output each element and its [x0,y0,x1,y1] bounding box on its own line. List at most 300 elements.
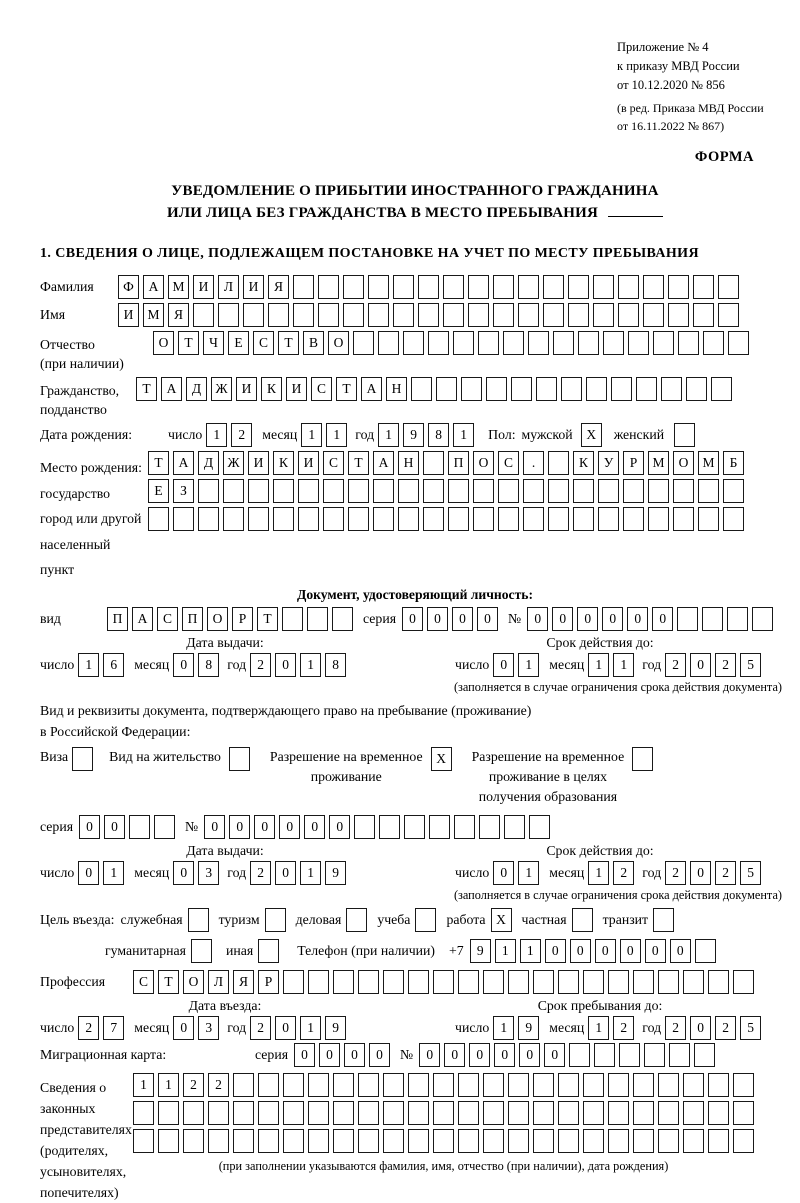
char-cell[interactable] [718,303,739,327]
char-cell[interactable] [503,331,524,355]
char-cell[interactable] [478,331,499,355]
char-cell[interactable]: 0 [279,815,300,839]
char-cell[interactable]: Я [233,970,254,994]
char-cell[interactable] [129,815,150,839]
char-cell[interactable] [461,377,482,401]
char-cell[interactable]: 0 [79,815,100,839]
char-cell[interactable]: А [373,451,394,475]
char-cell[interactable]: Т [348,451,369,475]
char-cell[interactable] [133,1101,154,1125]
char-cell[interactable]: 5 [740,653,761,677]
char-cell[interactable] [633,1129,654,1153]
char-cell[interactable] [408,970,429,994]
char-cell[interactable]: 1 [300,653,321,677]
char-cell[interactable]: 0 [427,607,448,631]
char-cell[interactable]: Я [268,275,289,299]
char-cell[interactable] [383,1073,404,1097]
char-cell[interactable]: Е [148,479,169,503]
char-cell[interactable] [708,1101,729,1125]
char-cell[interactable] [233,1073,254,1097]
char-cell[interactable]: 1 [588,1016,609,1040]
char-cell[interactable]: 1 [378,423,399,447]
char-cell[interactable]: 9 [325,861,346,885]
char-cell[interactable] [333,1073,354,1097]
char-cell[interactable] [348,507,369,531]
char-cell[interactable] [193,303,214,327]
char-cell[interactable]: 0 [545,939,566,963]
char-cell[interactable] [208,1101,229,1125]
char-cell[interactable]: 2 [183,1073,204,1097]
char-cell[interactable]: 1 [326,423,347,447]
char-cell[interactable] [619,1043,640,1067]
char-cell[interactable]: 2 [715,861,736,885]
char-cell[interactable] [233,1101,254,1125]
char-cell[interactable] [283,1073,304,1097]
char-cell[interactable] [458,1101,479,1125]
char-cell[interactable]: 0 [78,861,99,885]
char-cell[interactable] [404,815,425,839]
char-cell[interactable]: П [107,607,128,631]
char-cell[interactable]: 0 [254,815,275,839]
char-cell[interactable]: 1 [158,1073,179,1097]
char-cell[interactable] [233,1129,254,1153]
char-cell[interactable]: 0 [527,607,548,631]
char-cell[interactable] [561,377,582,401]
char-cell[interactable] [418,303,439,327]
char-cell[interactable] [458,970,479,994]
char-cell[interactable] [636,377,657,401]
char-cell[interactable]: М [168,275,189,299]
char-cell[interactable] [578,331,599,355]
char-cell[interactable] [708,1073,729,1097]
char-cell[interactable]: 0 [329,815,350,839]
char-cell[interactable]: С [157,607,178,631]
char-cell[interactable]: . [523,451,544,475]
char-cell[interactable] [353,331,374,355]
char-cell[interactable] [708,970,729,994]
char-cell[interactable] [282,607,303,631]
char-cell[interactable]: Е [228,331,249,355]
char-cell[interactable] [273,479,294,503]
char-cell[interactable]: 1 [493,1016,514,1040]
char-cell[interactable]: 0 [173,653,194,677]
char-cell[interactable]: 0 [577,607,598,631]
char-cell[interactable] [683,1101,704,1125]
char-cell[interactable] [686,377,707,401]
char-cell[interactable] [548,507,569,531]
char-cell[interactable] [423,479,444,503]
char-cell[interactable]: 1 [518,861,539,885]
char-cell[interactable] [483,1129,504,1153]
char-cell[interactable] [543,303,564,327]
char-cell[interactable] [473,507,494,531]
char-cell[interactable] [183,1129,204,1153]
char-cell[interactable]: 1 [520,939,541,963]
char-cell[interactable]: 0 [620,939,641,963]
char-cell[interactable]: М [698,451,719,475]
char-cell[interactable] [448,507,469,531]
char-cell[interactable] [511,377,532,401]
char-cell[interactable] [223,507,244,531]
char-cell[interactable]: 0 [595,939,616,963]
char-cell[interactable]: К [273,451,294,475]
char-cell[interactable] [508,1101,529,1125]
char-cell[interactable] [586,377,607,401]
char-cell[interactable] [648,479,669,503]
char-cell[interactable]: 2 [715,1016,736,1040]
char-cell[interactable] [411,377,432,401]
char-cell[interactable]: 0 [275,653,296,677]
char-cell[interactable] [308,1101,329,1125]
char-cell[interactable] [403,331,424,355]
char-cell[interactable] [633,1073,654,1097]
char-cell[interactable]: 2 [665,861,686,885]
char-cell[interactable] [273,507,294,531]
char-cell[interactable]: 8 [198,653,219,677]
char-cell[interactable]: Ф [118,275,139,299]
char-cell[interactable]: 0 [369,1043,390,1067]
char-cell[interactable] [558,1101,579,1125]
char-cell[interactable] [702,607,723,631]
char-cell[interactable] [379,815,400,839]
char-cell[interactable] [623,479,644,503]
char-cell[interactable]: 1 [613,653,634,677]
char-cell[interactable] [668,303,689,327]
char-cell[interactable] [733,1101,754,1125]
char-cell[interactable] [393,275,414,299]
char-cell[interactable]: Т [178,331,199,355]
char-cell[interactable]: 0 [670,939,691,963]
char-cell[interactable] [483,1101,504,1125]
char-cell[interactable]: К [261,377,282,401]
char-cell[interactable] [173,507,194,531]
char-cell[interactable] [423,451,444,475]
char-cell[interactable]: А [173,451,194,475]
char-cell[interactable]: И [298,451,319,475]
char-cell[interactable] [354,815,375,839]
char-cell[interactable]: 0 [444,1043,465,1067]
char-cell[interactable] [436,377,457,401]
char-cell[interactable] [498,507,519,531]
char-cell[interactable] [258,1129,279,1153]
char-cell[interactable] [658,970,679,994]
char-cell[interactable]: 1 [453,423,474,447]
char-cell[interactable] [483,1073,504,1097]
char-cell[interactable] [643,275,664,299]
char-cell[interactable] [569,1043,590,1067]
char-cell[interactable] [343,275,364,299]
char-cell[interactable] [533,970,554,994]
char-cell[interactable]: 5 [740,861,761,885]
char-cell[interactable]: 2 [231,423,252,447]
char-cell[interactable] [518,275,539,299]
char-cell[interactable] [493,275,514,299]
char-cell[interactable]: А [143,275,164,299]
char-cell[interactable]: 2 [665,1016,686,1040]
char-cell[interactable] [373,507,394,531]
char-cell[interactable]: 0 [645,939,666,963]
char-cell[interactable]: И [248,451,269,475]
char-cell[interactable] [243,303,264,327]
char-cell[interactable]: 0 [690,653,711,677]
char-cell[interactable]: 2 [78,1016,99,1040]
char-cell[interactable] [486,377,507,401]
char-cell[interactable]: Д [198,451,219,475]
char-cell[interactable]: 0 [275,1016,296,1040]
char-cell[interactable] [723,479,744,503]
purpose-transit-checkbox[interactable] [653,908,674,932]
char-cell[interactable] [468,275,489,299]
char-cell[interactable] [683,1129,704,1153]
char-cell[interactable] [683,1073,704,1097]
char-cell[interactable] [558,1073,579,1097]
char-cell[interactable]: Р [258,970,279,994]
char-cell[interactable] [218,303,239,327]
char-cell[interactable] [683,970,704,994]
char-cell[interactable] [368,303,389,327]
char-cell[interactable] [694,1043,715,1067]
char-cell[interactable] [293,303,314,327]
char-cell[interactable]: М [648,451,669,475]
char-cell[interactable]: 5 [740,1016,761,1040]
char-cell[interactable]: 0 [419,1043,440,1067]
char-cell[interactable] [418,275,439,299]
char-cell[interactable]: 0 [402,607,423,631]
char-cell[interactable] [433,1101,454,1125]
char-cell[interactable] [333,1129,354,1153]
char-cell[interactable] [644,1043,665,1067]
char-cell[interactable] [283,1129,304,1153]
char-cell[interactable]: С [311,377,332,401]
char-cell[interactable]: 1 [78,653,99,677]
char-cell[interactable]: 2 [613,1016,634,1040]
char-cell[interactable]: О [473,451,494,475]
char-cell[interactable]: 2 [208,1073,229,1097]
purpose-tourism-checkbox[interactable] [265,908,286,932]
char-cell[interactable] [752,607,773,631]
char-cell[interactable]: 0 [173,1016,194,1040]
char-cell[interactable]: Ч [203,331,224,355]
char-cell[interactable]: С [323,451,344,475]
char-cell[interactable]: О [673,451,694,475]
char-cell[interactable] [733,1129,754,1153]
char-cell[interactable] [628,331,649,355]
char-cell[interactable] [523,507,544,531]
char-cell[interactable]: 1 [588,653,609,677]
char-cell[interactable] [318,275,339,299]
char-cell[interactable] [433,1073,454,1097]
char-cell[interactable] [148,507,169,531]
char-cell[interactable]: О [328,331,349,355]
char-cell[interactable] [283,970,304,994]
char-cell[interactable]: Т [148,451,169,475]
char-cell[interactable] [348,479,369,503]
char-cell[interactable] [318,303,339,327]
char-cell[interactable] [661,377,682,401]
char-cell[interactable] [558,1129,579,1153]
char-cell[interactable]: 0 [690,1016,711,1040]
char-cell[interactable] [608,970,629,994]
char-cell[interactable] [733,1073,754,1097]
char-cell[interactable]: И [236,377,257,401]
char-cell[interactable]: 0 [469,1043,490,1067]
char-cell[interactable] [727,607,748,631]
char-cell[interactable]: 1 [133,1073,154,1097]
char-cell[interactable]: Л [208,970,229,994]
char-cell[interactable] [443,275,464,299]
char-cell[interactable] [453,331,474,355]
char-cell[interactable]: Т [336,377,357,401]
char-cell[interactable] [633,1101,654,1125]
char-cell[interactable]: 1 [588,861,609,885]
char-cell[interactable] [677,607,698,631]
char-cell[interactable]: 0 [173,861,194,885]
char-cell[interactable]: С [498,451,519,475]
char-cell[interactable] [583,1129,604,1153]
char-cell[interactable] [673,479,694,503]
char-cell[interactable] [533,1129,554,1153]
char-cell[interactable] [533,1073,554,1097]
char-cell[interactable] [323,479,344,503]
char-cell[interactable] [543,275,564,299]
char-cell[interactable] [658,1129,679,1153]
char-cell[interactable]: 3 [198,1016,219,1040]
char-cell[interactable] [548,451,569,475]
purpose-work-checkbox[interactable]: X [491,908,512,932]
char-cell[interactable]: 7 [103,1016,124,1040]
char-cell[interactable] [308,1129,329,1153]
char-cell[interactable]: И [286,377,307,401]
char-cell[interactable] [333,1101,354,1125]
char-cell[interactable] [473,479,494,503]
char-cell[interactable]: 6 [103,653,124,677]
char-cell[interactable]: 2 [715,653,736,677]
char-cell[interactable] [603,331,624,355]
char-cell[interactable]: 1 [103,861,124,885]
char-cell[interactable] [383,1101,404,1125]
char-cell[interactable] [708,1129,729,1153]
char-cell[interactable] [698,507,719,531]
char-cell[interactable] [373,479,394,503]
char-cell[interactable] [553,331,574,355]
char-cell[interactable]: Л [218,275,239,299]
char-cell[interactable] [283,1101,304,1125]
char-cell[interactable]: 0 [493,653,514,677]
char-cell[interactable] [568,303,589,327]
char-cell[interactable] [332,607,353,631]
char-cell[interactable]: 0 [275,861,296,885]
char-cell[interactable]: Р [623,451,644,475]
char-cell[interactable] [643,303,664,327]
option-temp-residence-education-checkbox[interactable] [632,747,653,771]
char-cell[interactable]: П [448,451,469,475]
char-cell[interactable] [658,1101,679,1125]
char-cell[interactable]: 9 [470,939,491,963]
char-cell[interactable] [583,1101,604,1125]
char-cell[interactable] [573,479,594,503]
char-cell[interactable]: 1 [495,939,516,963]
char-cell[interactable] [568,275,589,299]
char-cell[interactable] [198,507,219,531]
char-cell[interactable] [728,331,749,355]
char-cell[interactable] [183,1101,204,1125]
char-cell[interactable]: Т [158,970,179,994]
char-cell[interactable] [429,815,450,839]
char-cell[interactable] [133,1129,154,1153]
char-cell[interactable] [693,275,714,299]
char-cell[interactable]: П [182,607,203,631]
char-cell[interactable] [633,970,654,994]
purpose-private-checkbox[interactable] [572,908,593,932]
char-cell[interactable] [536,377,557,401]
char-cell[interactable] [393,303,414,327]
char-cell[interactable]: С [253,331,274,355]
char-cell[interactable]: Ж [211,377,232,401]
char-cell[interactable] [618,275,639,299]
char-cell[interactable]: А [132,607,153,631]
char-cell[interactable] [258,1073,279,1097]
char-cell[interactable] [293,275,314,299]
char-cell[interactable] [673,507,694,531]
char-cell[interactable]: 1 [301,423,322,447]
char-cell[interactable]: 9 [325,1016,346,1040]
char-cell[interactable] [433,970,454,994]
char-cell[interactable]: А [361,377,382,401]
char-cell[interactable]: Б [723,451,744,475]
char-cell[interactable]: 0 [493,861,514,885]
char-cell[interactable] [611,377,632,401]
char-cell[interactable]: 0 [544,1043,565,1067]
char-cell[interactable] [698,479,719,503]
char-cell[interactable]: 0 [552,607,573,631]
char-cell[interactable] [483,970,504,994]
char-cell[interactable] [298,479,319,503]
char-cell[interactable]: 8 [428,423,449,447]
char-cell[interactable]: И [243,275,264,299]
char-cell[interactable] [428,331,449,355]
char-cell[interactable]: О [207,607,228,631]
char-cell[interactable] [398,479,419,503]
char-cell[interactable] [593,303,614,327]
option-residence-permit-checkbox[interactable] [229,747,250,771]
char-cell[interactable] [533,1101,554,1125]
option-temp-residence-checkbox[interactable]: X [431,747,452,771]
char-cell[interactable]: Ж [223,451,244,475]
char-cell[interactable] [408,1073,429,1097]
char-cell[interactable] [598,507,619,531]
char-cell[interactable] [333,970,354,994]
char-cell[interactable]: И [193,275,214,299]
char-cell[interactable] [383,970,404,994]
char-cell[interactable]: Т [257,607,278,631]
char-cell[interactable] [383,1129,404,1153]
char-cell[interactable]: 0 [294,1043,315,1067]
char-cell[interactable]: Р [232,607,253,631]
char-cell[interactable] [658,1073,679,1097]
char-cell[interactable]: 0 [304,815,325,839]
char-cell[interactable] [378,331,399,355]
char-cell[interactable]: 2 [250,653,271,677]
char-cell[interactable]: О [153,331,174,355]
char-cell[interactable]: О [183,970,204,994]
char-cell[interactable] [408,1129,429,1153]
char-cell[interactable] [307,607,328,631]
char-cell[interactable] [703,331,724,355]
char-cell[interactable] [158,1129,179,1153]
char-cell[interactable] [508,1129,529,1153]
char-cell[interactable]: К [573,451,594,475]
char-cell[interactable] [479,815,500,839]
